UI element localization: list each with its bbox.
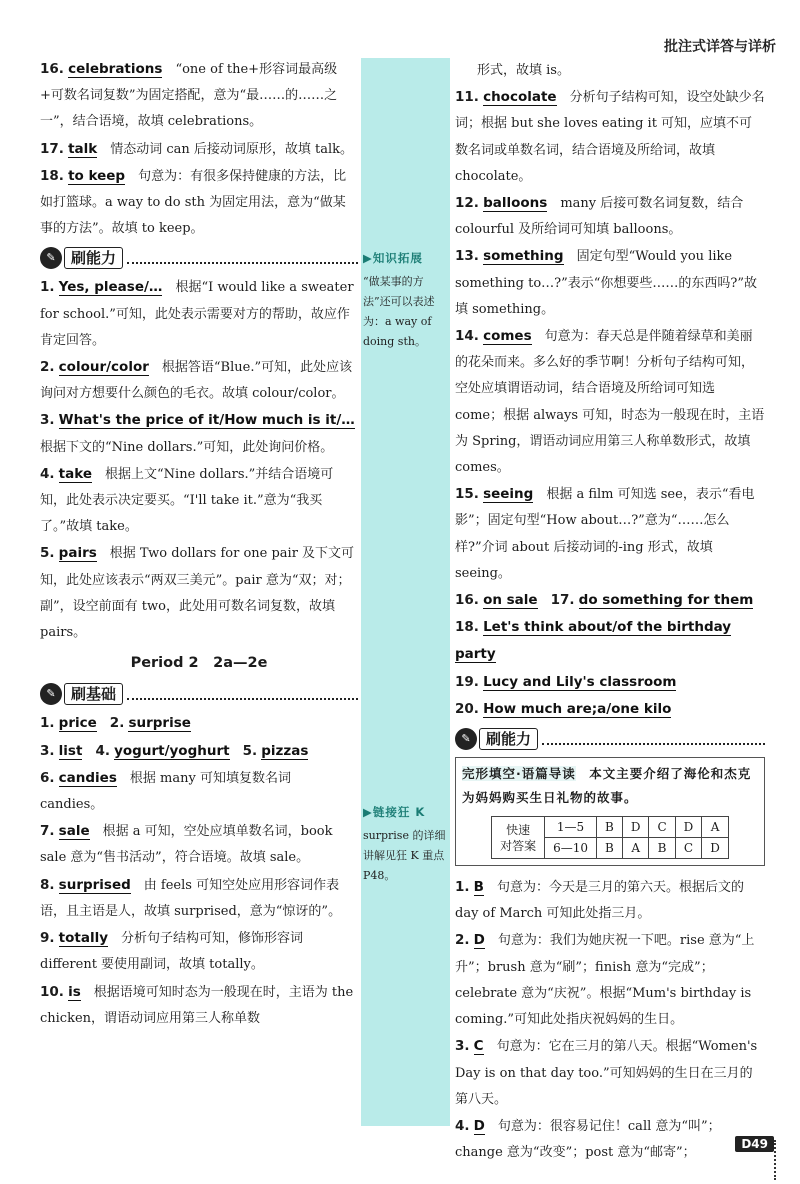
table-cell: D [622, 817, 649, 838]
note-text: “做某事的方法”还可以表述为：a way of doing sth。 [363, 275, 435, 348]
page-number: D49 [735, 1136, 774, 1152]
answer-item: 14. comes 句意为：春天总是伴随着绿草和美丽的花朵而来。多么好的季节啊！分析句子结构可知，空处应填谓语动词，结合语境及所给词可知选 come；根据 always 可知，时态为一般现在时，主语为 Spring，谓语动词应用第三人称单数形式，故填 comes。 [455, 328, 765, 476]
answer-item: 11. chocolate 分析句子结构可知，设空处缺少名词；根据 but she loves eating it 可知，应填不可数名词或单数名词，结合语境及所给词，故填 chocolate。 [455, 89, 765, 184]
answer-item: 7. sale 根据 a 可知，空处应填单数名词，book sale 意为“售书活动”，符合语境。故填 sale。 [40, 823, 333, 866]
answer-line: 18. Let's think about/of the birthday party [455, 619, 732, 663]
answer-line: 16. on sale 17. do something for them [455, 592, 754, 609]
note-link [363, 802, 449, 886]
note-tag: ▶链接狂 K [363, 805, 426, 819]
answer-item: 1. B 句意为：今天是三月的第六天。根据后文的 day of March 可知此处指三月。 [455, 879, 744, 922]
answer-item: 10. is 根据语境可知时态为一般现在时，主语为 the chicken，谓语动词应用第三人称单数 [40, 983, 354, 1026]
answer-line: 19. Lucy and Lily's classroom [455, 673, 677, 690]
table-cell: B [649, 838, 675, 859]
table-cell: D [675, 817, 702, 838]
answer-item: 3. What's the price of it/How much is it/… 根据下文的“Nine dollars.”可知，此处询问价格。 [40, 412, 355, 455]
brush-icon: ✎ [40, 247, 62, 269]
dotted-rule [127, 252, 358, 264]
table-cell: B [597, 817, 623, 838]
table-cell: A [622, 838, 649, 859]
answer-line: 20. How much are;a/one kilo [455, 700, 672, 717]
section-heading-ability: ✎ 刷能力 [40, 244, 358, 272]
answer-item: 15. seeing 根据 a film 可知选 see，表示“看电影”；固定句型“How about…?”意为“……怎么样?”介词 about 后接动词的-ing 形式，故填 seeing。 [455, 486, 755, 581]
period-heading: Period 2 2a—2e [130, 655, 268, 672]
quick-answer-table [491, 816, 729, 859]
table-cell: B [597, 838, 623, 859]
right-column [455, 58, 765, 1166]
dotted-rule [542, 733, 765, 745]
left-column [40, 56, 358, 1032]
intro-title: 完形填空·语篇导读 [462, 766, 576, 782]
table-cell: 1—5 [545, 817, 597, 838]
answer-item: 6. candies 根据 many 可知填复数名词 candies。 [40, 769, 291, 813]
answer-item: 17. talk 情态动词 can 后接动词原形，故填 talk。 [40, 140, 354, 157]
answer-item: 9. totally 分析句子结构可知，修饰形容词 different 要使用副词，故填 totally。 [40, 930, 304, 973]
answer-item: 5. pairs 根据 Two dollars for one pair 及下文可知，此处应该表示“两双三美元”。pair 意为“双；对；副”，设空前面有 two，此处用可数名词复数，故填 pairs。 [40, 545, 355, 641]
answer-item: 16. celebrations “one of the+形容词最高级+可数名词复数”为固定搭配，意为“最……的……之一”，结合语境，故填 celebrations。 [40, 61, 338, 130]
table-cell: D [702, 838, 729, 859]
table-label: 快速 对答案 [492, 817, 545, 859]
answer-item: 3. C 句意为：它在三月的第八天。根据“Women's Day is on that day too.”可知妈妈的生日在三月的第八天。 [455, 1038, 758, 1107]
note-text: surprise 的详细讲解见狂 K 重点 P48。 [363, 829, 446, 882]
brush-icon: ✎ [40, 683, 62, 705]
intro-text: 本文主要介绍了海伦和杰克为妈妈购买生日礼物的故事。 [462, 766, 752, 806]
answer-item: 2. colour/color 根据答语“Blue.”可知，此处应该询问对方想要什么颜色的毛衣。故填 colour/color。 [40, 359, 353, 402]
table-cell: C [675, 838, 702, 859]
table-cell: C [649, 817, 675, 838]
note-tag: ▶知识拓展 [363, 251, 423, 265]
corner-decoration [774, 1140, 790, 1180]
answer-line: 1. price 2. surprise [40, 715, 191, 732]
brush-icon: ✎ [455, 728, 477, 750]
cloze-intro [462, 762, 758, 810]
note-knowledge-extension [363, 248, 449, 352]
table-cell: A [702, 817, 729, 838]
running-header: 批注式详答与详析 [664, 39, 776, 55]
answer-item: 8. surprised 由 feels 可知空处应用形容词作表语，且主语是人，故填 surprised，意为“惊讶的”。 [40, 876, 342, 919]
answer-item: 4. D 句意为：很容易记住！call 意为“叫”；change 意为“改变”；post 意为“邮寄”； [455, 1117, 721, 1161]
continued-text: 形式，故填 is。 [477, 63, 570, 78]
answer-item: 2. D 句意为：我们为她庆祝一下吧。rise 意为“上升”；brush 意为“刷”；finish 意为“完成”；celebrate 意为“庆祝”。根据“Mum's birthday is coming.”可知此处指庆祝妈妈的生日。 [455, 932, 755, 1028]
margin-note-band [361, 58, 450, 1126]
answer-item: 4. take 根据上文“Nine dollars.”并结合语境可知，此处表示决定要买。“I'll take it.”意为“我买了。”故填 take。 [40, 465, 334, 535]
answer-item: 1. Yes, please/… 根据“I would like a sweater for school.”可知，此处表示需要对方的帮助，故应作肯定回答。 [40, 279, 354, 348]
answer-item: 12. balloons many 后接可数名词复数，结合 colourful 及所给词可知填 balloons。 [455, 195, 744, 238]
answer-item: 13. something 固定句型“Would you like something to…?”表示“你想要些……的东西吗?”故填 something。 [455, 248, 758, 317]
section-heading-basics: ✎ 刷基础 [40, 680, 358, 708]
table-cell: 6—10 [545, 838, 597, 859]
table-row [492, 817, 729, 838]
answer-item: 18. to keep 句意为：有很多保持健康的方法，比如打篮球。a way to do sth 为固定用法，意为“做某事的方法”。故填 to keep。 [40, 167, 347, 237]
answer-line: 3. list 4. yogurt/yoghurt 5. pizzas [40, 742, 309, 759]
section-heading-ability: ✎ 刷能力 [455, 725, 765, 753]
cloze-intro-box [455, 757, 765, 866]
dotted-rule [127, 688, 358, 700]
